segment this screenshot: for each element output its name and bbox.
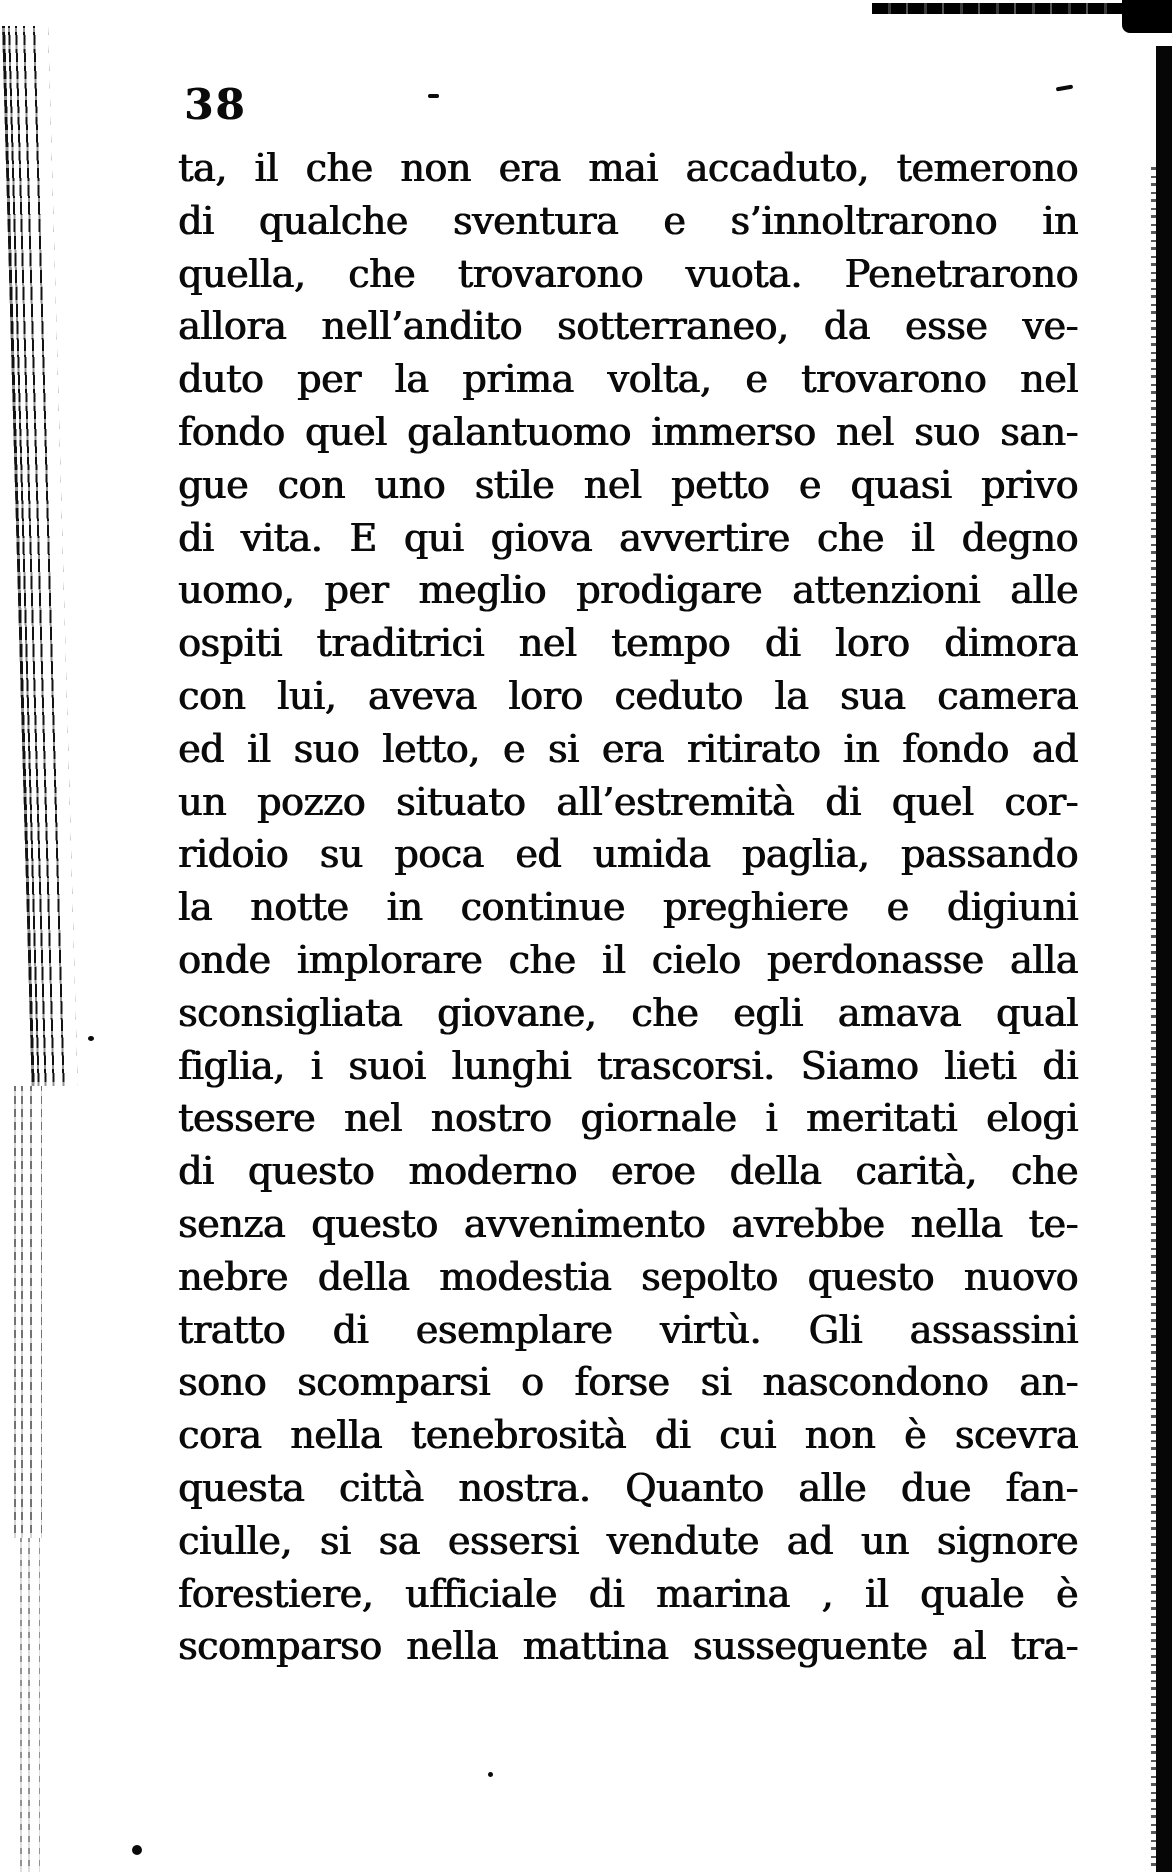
scan-edge-top-corner [1122, 0, 1172, 33]
text-line: fondo quel galantuomo immerso nel suo san- [178, 409, 1078, 454]
text-line: scomparso nella mattina susseguente al tra- [178, 1624, 1078, 1669]
binding-shadow-middle [14, 1086, 56, 1538]
ink-speck [428, 94, 439, 98]
text-line: un pozzo situato all’estremità di quel cor- [178, 779, 1078, 824]
text-line: ciulle, si sa essersi vendute ad un signore [178, 1518, 1078, 1563]
text-line: gue con uno stile nel petto e quasi privo [178, 462, 1078, 507]
text-line: cora nella tenebrosità di cui non è scevra [178, 1413, 1078, 1458]
ink-speck [88, 1036, 94, 1041]
binding-shadow-bottom [20, 1538, 56, 1872]
text-line: di questo moderno eroe della carità, che [178, 1149, 1078, 1194]
text-line: ta, il che non era mai accaduto, temerono [178, 146, 1078, 190]
text-line: allora nell’andito sotterraneo, da esse ve- [178, 304, 1078, 349]
text-line: onde implorare che il cielo perdonasse alla [178, 937, 1078, 982]
text-line: duto per la prima volta, e trovarono nel [178, 357, 1078, 402]
text-line: senza questo avvenimento avrebbe nella te- [178, 1201, 1078, 1246]
text-line: di vita. E qui giova avvertire che il degno [178, 515, 1078, 560]
ink-speck [1056, 85, 1073, 92]
text-line: ospiti traditrici nel tempo di loro dimora [178, 621, 1078, 666]
ink-speck [132, 1845, 142, 1855]
binding-shadow-top [2, 26, 78, 1086]
text-line: sono scomparsi o forse si nascondono an- [178, 1360, 1078, 1405]
text-line: forestiere, ufficiale di marina , il quale è [178, 1571, 1078, 1616]
page-text [178, 142, 1078, 1673]
text-line: questa città nostra. Quanto alle due fan- [178, 1465, 1078, 1510]
text-line: la notte in continue preghiere e digiuni [178, 885, 1078, 930]
scan-edge-right-band [1156, 46, 1172, 1872]
text-line: con lui, aveva loro ceduto la sua camera [178, 673, 1078, 718]
text-line: nebre della modestia sepolto questo nuovo [178, 1254, 1078, 1299]
text-line: quella, che trovarono vuota. Penetrarono [178, 251, 1078, 296]
page-number: 38 [184, 80, 247, 129]
text-line: sconsigliata giovane, che egli amava qual [178, 990, 1078, 1035]
text-line: di qualche sventura e s’innoltrarono in [178, 198, 1078, 243]
text-line: uomo, per meglio prodigare attenzioni alle [178, 568, 1078, 613]
ink-speck [488, 1772, 493, 1777]
text-line: figlia, i suoi lunghi trascorsi. Siamo lieti di [178, 1043, 1078, 1088]
text-line: tessere nel nostro giornale i meritati elogi [178, 1096, 1078, 1141]
text-line: tratto di esemplare virtù. Gli assassini [178, 1307, 1078, 1352]
scan-edge-top-bar [872, 3, 1138, 14]
text-line: ridoio su poca ed umida paglia, passando [178, 832, 1078, 877]
text-line: ed il suo letto, e si era ritirato in fondo ad [178, 726, 1078, 771]
